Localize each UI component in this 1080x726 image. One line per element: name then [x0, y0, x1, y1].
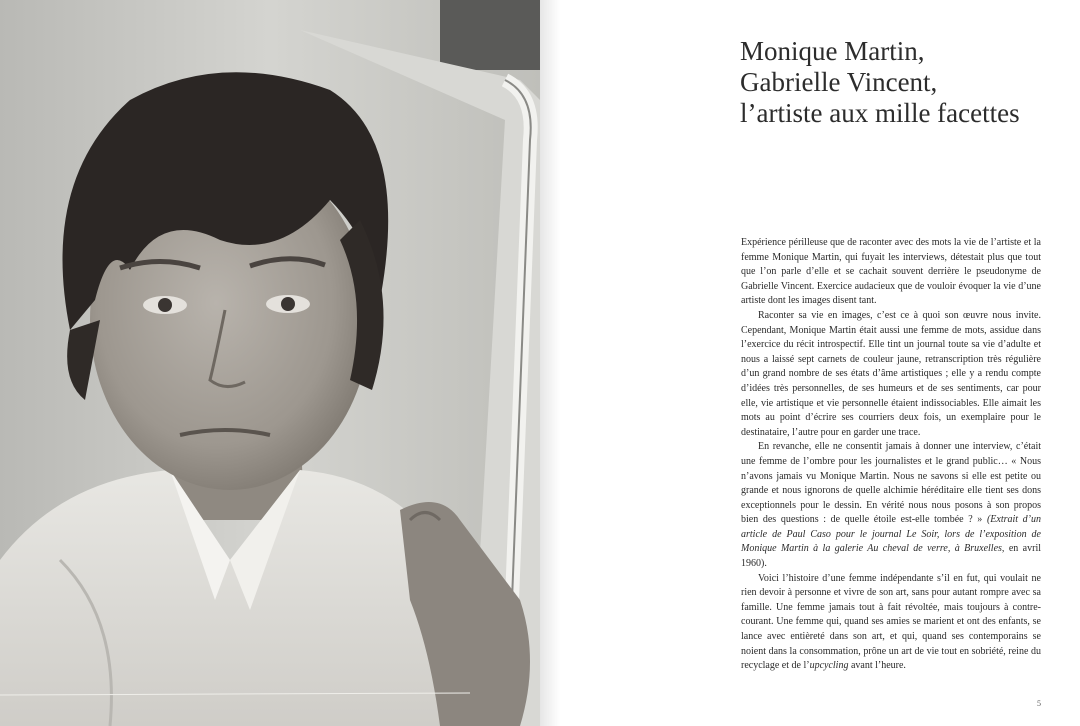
chapter-title-line-2: Gabrielle Vincent,: [740, 67, 938, 97]
chapter-title-line-3: l’artiste aux mille facettes: [740, 98, 1020, 128]
paragraph-3-text: En revanche, elle ne consentit jamais à donner une interview, c’était une femme de l’ombre pour les journalistes et le grand public… « Nous n’avons jamais vu Monique Martin. Nous ne savons si elle est petite ou grande et nous ignorons de quelle alchimie héréditaire elle tient ses dons exceptionnels pour le dessin. En vérité nous nous posons à son propos bien des questions : de quelle étoile est-elle tombée ? »: [741, 441, 1041, 526]
paragraph-4: [741, 572, 1041, 674]
text-page: [540, 0, 1080, 726]
chapter-title: [740, 36, 1060, 129]
paragraph-3: [741, 440, 1041, 571]
body-text: [741, 236, 1041, 674]
paragraph-1: Expérience périlleuse que de raconter avec des mots la vie de l’artiste et la femme Monique Martin, qui fuyait les interviews, détestait plus que tout que l’on parle d’elle et se cachait souvent derrière le pseudonyme de Gabrielle Vincent. Exercice audacieux que de vouloir évoquer la vie d’une artiste dont les images disent tant.: [741, 237, 1041, 307]
paragraph-3-date: en avril 1960).: [741, 543, 1041, 570]
paragraph-4-text: Voici l’histoire d’une femme indépendante s’il en fut, qui voulait ne rien devoir à personne et vivre de son art, sans pour autant rompre avec sa famille. Une femme jamais tout à fait révoltée, mais toujours à contre-courant. Une femme qui, quand ses amies se marient et ont des enfants, se lance avec entièreté dans son art, et qui, quand ses contemporains se noient dans la consommation, prône un art de vie tout en sobriété, reine du recyclage et de l’: [741, 572, 1041, 672]
chapter-title-line-1: Monique Martin,: [740, 36, 925, 66]
paragraph-4-end: avant l’heure.: [850, 660, 906, 672]
paragraph-3-citation: (Extrait d’un article de Paul Caso pour le journal Le Soir, lors de l’exposition de Monique Martin à la galerie Au cheval de verre, à Bruxelles,: [741, 514, 1042, 555]
paragraph-2: Raconter sa vie en images, c’est ce à quoi son œuvre nous invite. Cependant, Monique Martin était aussi une femme de mots, assidue dans l’exercice du récit introspectif. Elle tint un journal toute sa vie d’adulte et nous a laissé sept carnets de couleur jaune, retranscription très régulière d’un grand nombre de ses états d’âme artistiques ; elle y a rendu compte d’idées très personnelles, de ses humeurs et de ses sentiments, car pour elle, vie artistique et vie personnelle étaient indissociables. Elle aimait les mots au point d’écrire ses courriers deux fois, un exemplaire pour le destinataire, l’autre pour en garder une trace.: [741, 309, 1041, 438]
paragraph-4-italic: upcycling: [809, 660, 849, 672]
page-number: 5: [1037, 699, 1041, 708]
